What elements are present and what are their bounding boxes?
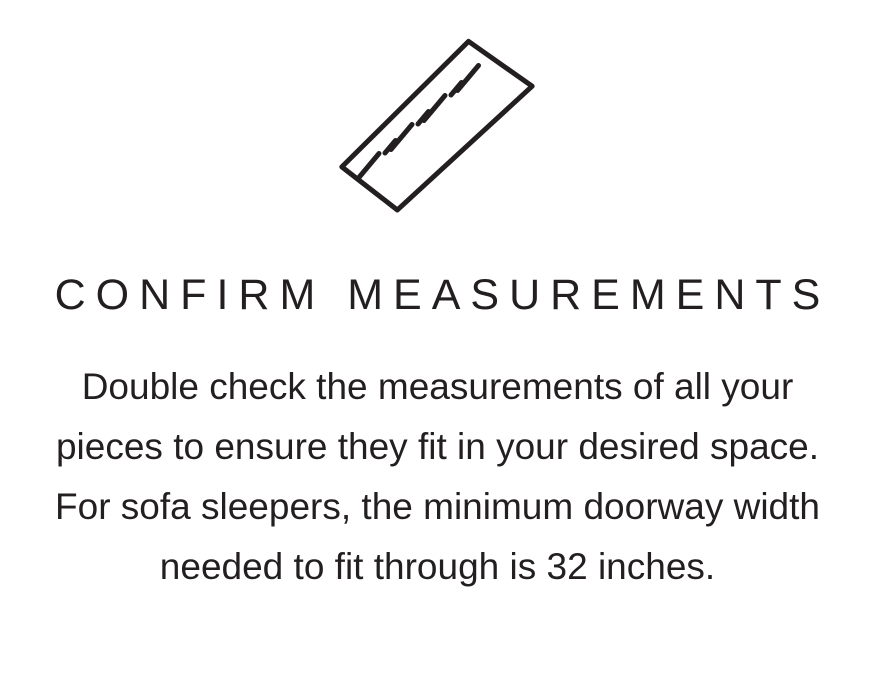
- body-text: Double check the measurements of all your pieces to ensure they fit in your desired space. For sofa sleepers, the minimum doorway width needed to fit through is 32 inches.: [55, 366, 820, 588]
- ruler-icon: [328, 32, 548, 222]
- page-title: CONFIRM MEASUREMENTS: [54, 271, 831, 319]
- icon-container: [0, 22, 875, 232]
